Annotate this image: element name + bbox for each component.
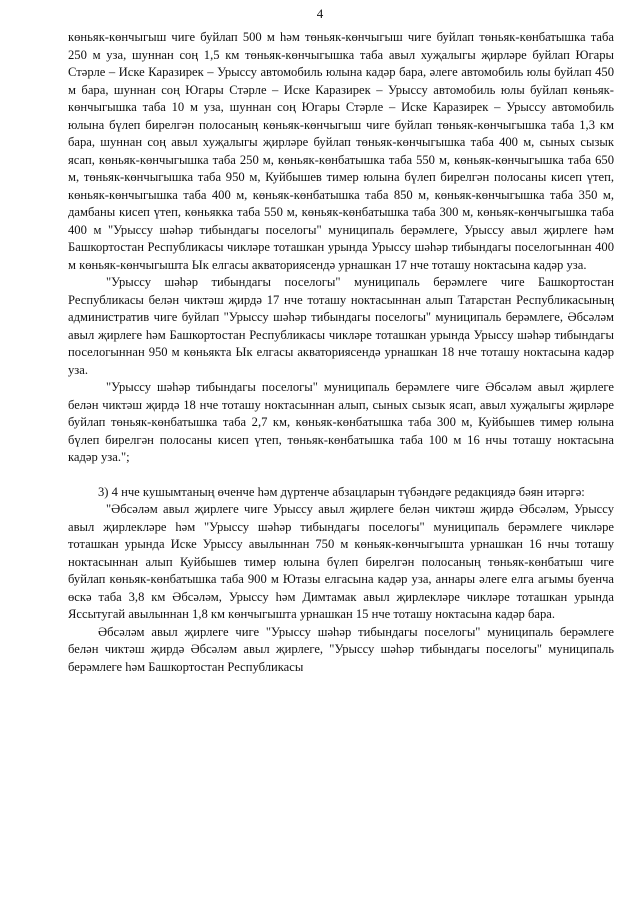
paragraph-absalyam-urussu-boundary: "Әбсәләм авыл җирлеге чиге Урыссу авыл җирлеге белән чиктәш җирдә Әбсәләм, Урыссу авыл җирлекләре һәм "Урыссу шәһәр тибындагы поселогы" муниципаль берәмлеге чикләре тоташкан урында Иске Урыссу авылыннан 750 м көньяк-көнчыгышта урнашкан 16 нчы тоташу ноктасыннан алып Куйбышев тимер юлына бүлеп бирелгән полосаның төньяк-көнбатыш чиге буйлап көньяк-көнбатышка таба 900 м Ютазы елгасына кадәр уза, аннары әлеге елга агымы буенча өскә таба 3,8 км Әбсәләм, Урыссу һәм Димтамак авыл җирлекләре чикләре тоташкан урында Яссытугай авылыннан 1,8 км көнчыгышта урнашкан 15 нче тоташу ноктасына кадәр бара. bbox=[68, 502, 614, 621]
paragraph-amendment-item-3: 3) 4 нче кушымтаның өченче һәм дүртенче абзацларын түбәндәге редакциядә бәян итәргә: bbox=[98, 484, 585, 499]
paragraph-absalyam-settlement-boundary: Әбсәләм авыл җирлеге чиге "Урыссу шәһәр тибындагы поселогы" муниципаль берәмлеге белән чиктәш җирдә Әбсәләм авыл җирлеге, "Урыссу шәһәр тибындагы поселогы" муниципаль берәмлеге һәм Башкортостан Республикасы bbox=[68, 624, 614, 674]
page-number: 4 bbox=[316, 6, 324, 21]
document-body bbox=[68, 29, 614, 676]
paragraph-boundary-point-18-16: "Урыссу шәһәр тибындагы поселогы" муниципаль берәмлеге чиге Әбсәләм авыл җирлеге белән чиктәш җирдә 18 нче тоташу ноктасыннан алып, сыных сызык ясап, авыл хуҗалыгы җирләре буйлап төньяк-көнбатышка таба 2,7 км, көньяк-көнбатышка таба 300 м, Куйбышев тимер юлына бүлеп бирелгән полосаны кисеп үтеп, төньяк-көнбатышка таба 100 м 16 нчы тоташу ноктасына кадәр уза."; bbox=[68, 380, 614, 464]
paragraph-boundary-point-17-18: "Урыссу шәһәр тибындагы поселогы" муниципаль берәмлеге чиге Башкортостан Республикасы белән чиктәш җирдә 17 нче тоташу ноктасыннан алып Татарстан Республикасының административ чиге буйлап "Урыссу шәһәр тибындагы поселогы" муниципаль берәмлеге, Әбсәләм авыл җирлеге һәм Башкортостан Республикасы чикләре тоташкан урында Урыссу шәһәр тибындагы поселогыннан 950 м көньякта Ык елгасы акваториясендә урнашкан 18 нче тоташу ноктасына кадәр уза. bbox=[68, 275, 614, 377]
paragraph-boundary-continuation: көньяк-көнчыгыш чиге буйлап 500 м һәм төньяк-көнчыгыш чиге буйлап төньяк-көнбатышка таба 250 м уза, шуннан соң 1,5 км төньяк-көнчыгышка таба авыл хуҗалыгы җирләре буйлап Югары Стәрле – Иске Каразирек – Урыссу автомобиль юлына кадәр бара, әлеге автомобиль юлы буйлап 450 м бара, шуннан соң Югары Стәрле – Иске Каразирек – Урыссу автомобиль юлы буйлап көньяк-көнчыгышка таба 10 м уза, шуннан соң Югары Стәрле – Иске Каразирек – Урыссу автомобиль юлына бүлеп бирелгән полосаның көньяк-көнчыгыш чиге буйлап төньяк-көнчыгышка таба 1,3 км бара, шуннан соң авыл хуҗалыгы җирләре буйлап төньяк-көнчыгышка таба 400 м, сыных сызык ясап, көньяк-көнчыгышка таба 250 м, көньяк-көнбатышка таба 550 м, көньяк-көнчыгышка таба 650 м, төньяк-көнчыгышка таба 950 м, Куйбышев тимер юлына бүлеп бирелгән полосаны кисеп үтеп, көньяк-көнчыгышка таба 400 м, көньяк-көнбатышка таба 850 м, көньяк-көнчыгышка таба 350 м, дамбаны кисеп үтеп, көньякка таба 550 м, көньяк-көнбатышка таба 300 м, көньяк-көнчыгышка таба 400 м "Урыссу шәһәр тибындагы поселогы" муниципаль берәмлеге, Урыссу авыл җирлеге һәм Башкортостан Республикасы чикләре тоташкан урында Урыссу шәһәр тибындагы поселогыннан 400 м көньяк-көнчыгышта Ык елгасы акваториясендә урнашкан 17 нче тоташу ноктасына кадәр уза. bbox=[68, 30, 614, 272]
